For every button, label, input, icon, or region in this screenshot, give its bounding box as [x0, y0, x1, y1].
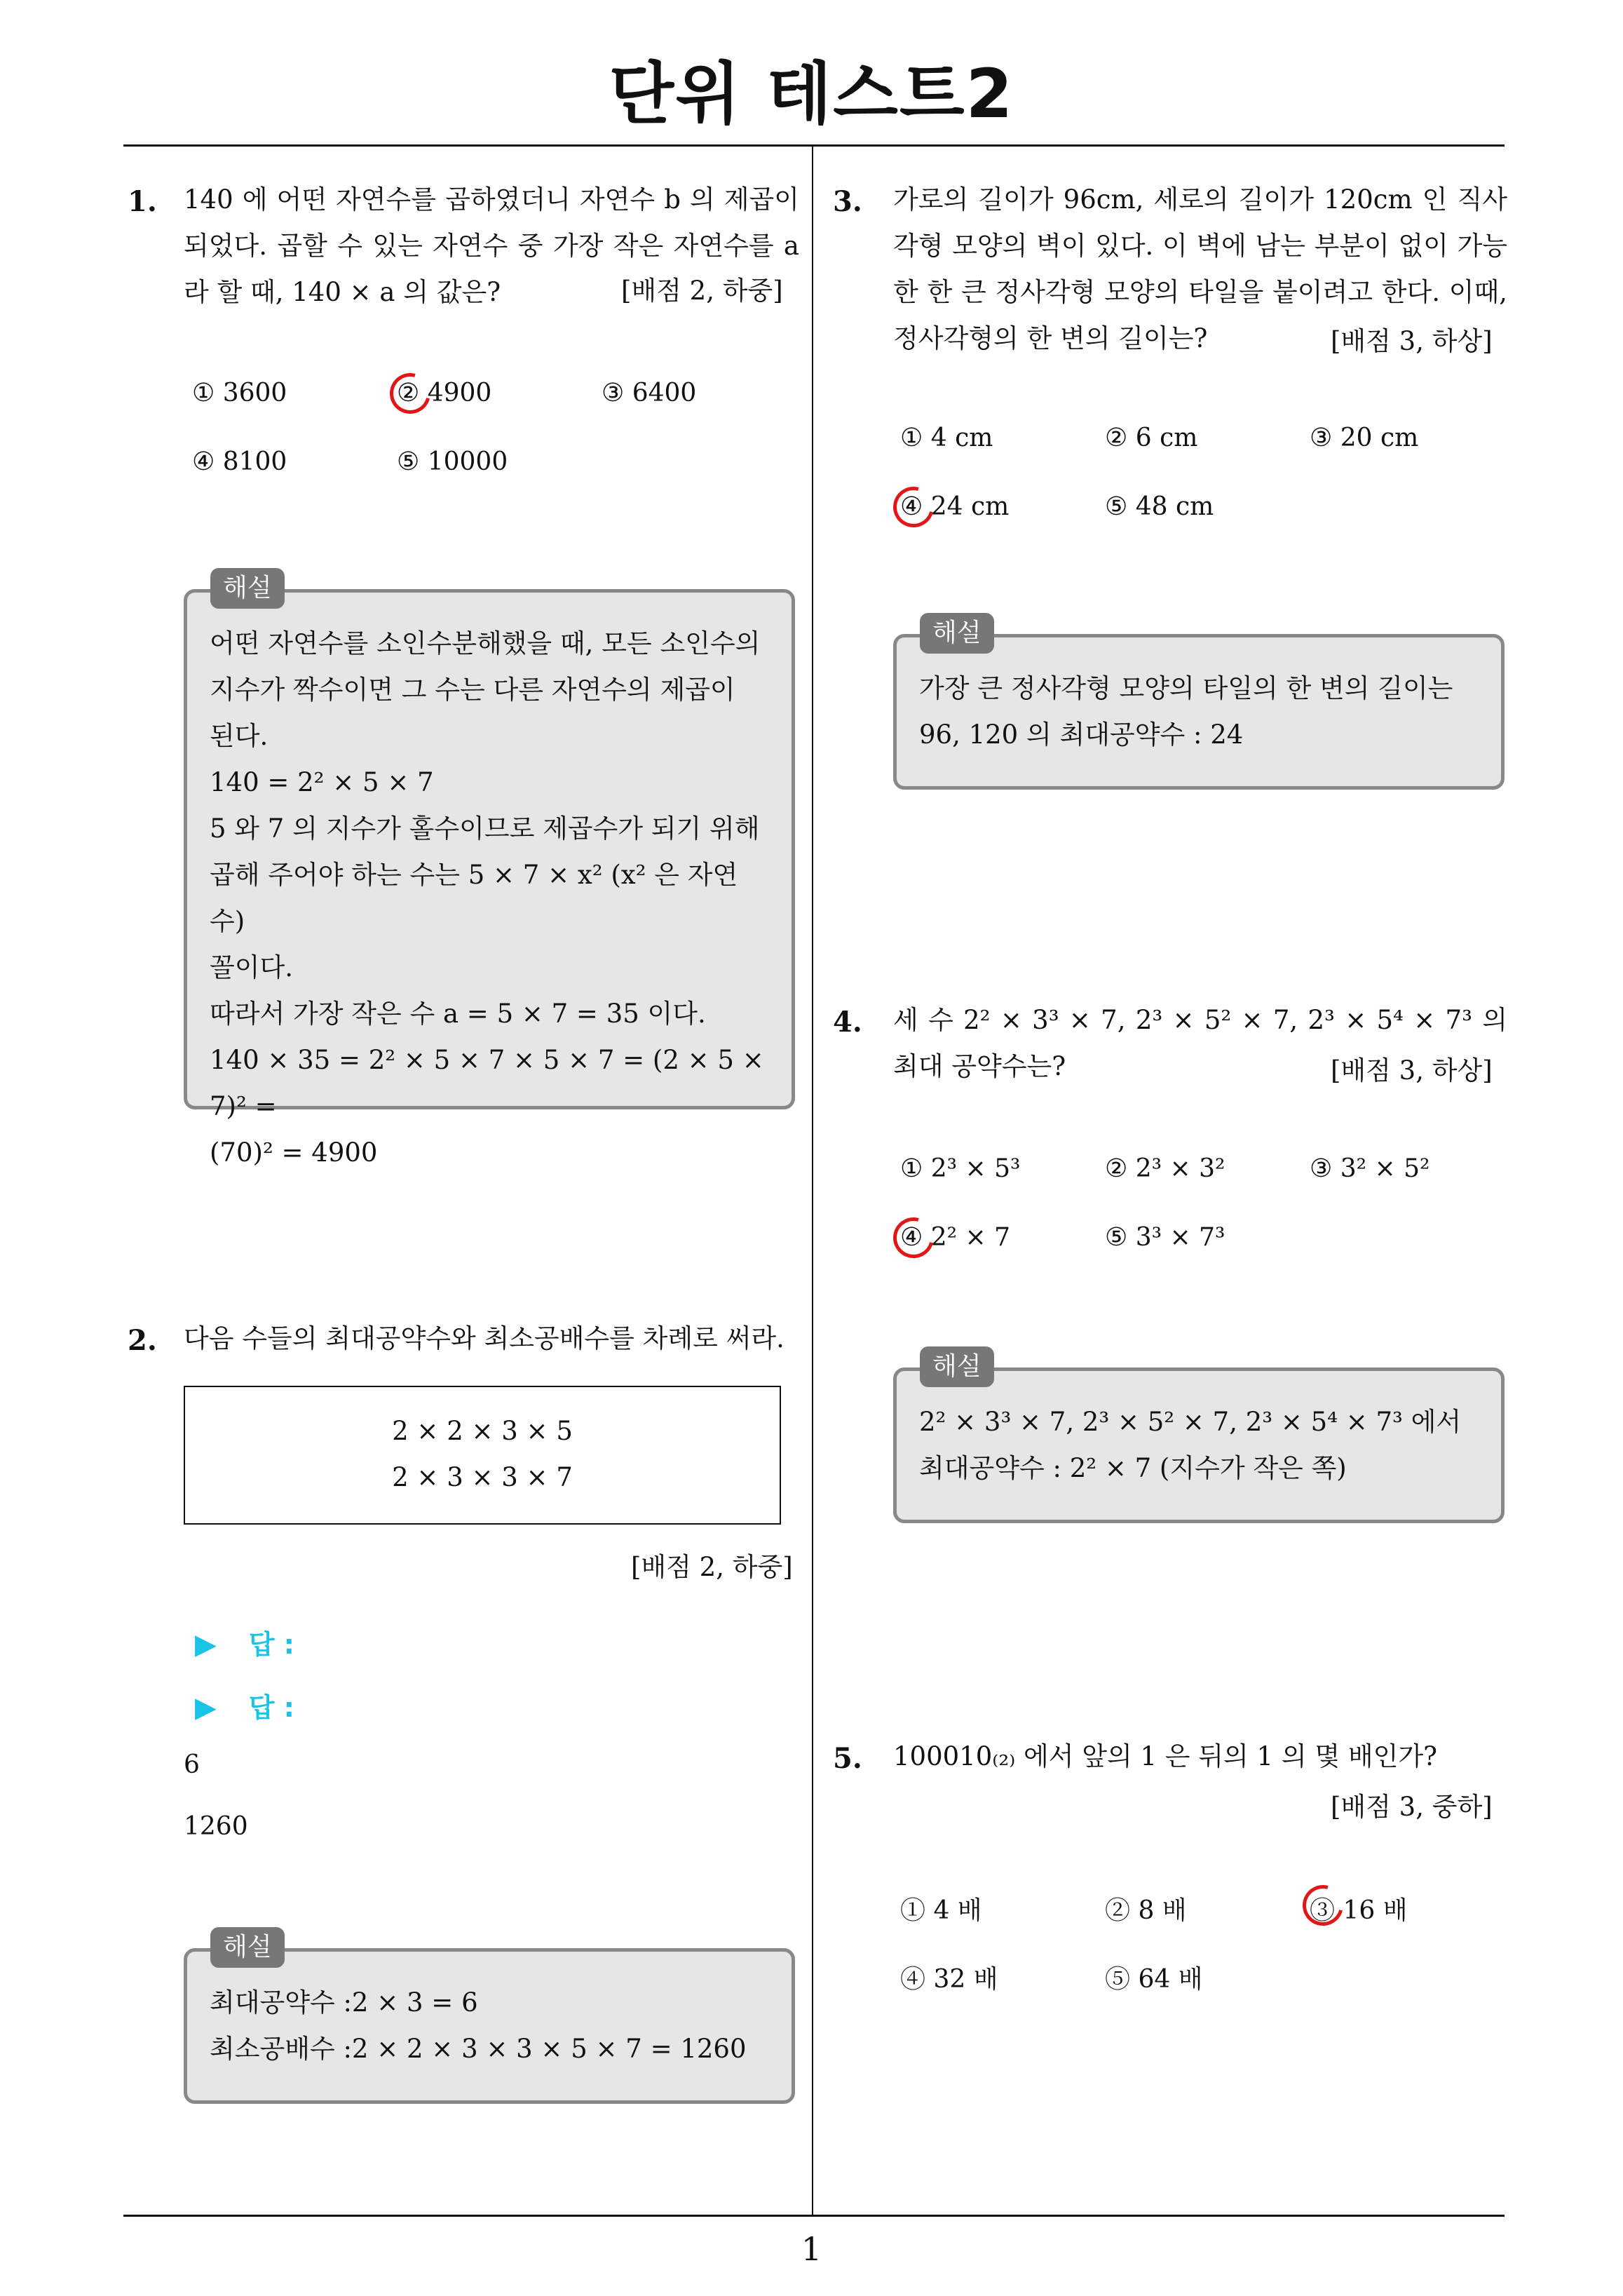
q2-answer-label-2: 답 :: [248, 1692, 294, 1723]
q5-option-1[interactable]: ① 4 배: [900, 1896, 982, 1925]
q3-option-2[interactable]: ② 6 cm: [1105, 424, 1198, 452]
q3-sol-line-2: 96, 120 의 최대공약수 : 24: [919, 720, 1244, 750]
q4-sol-line-2: 최대공약수 : 2² × 7 (지수가 작은 쪽): [919, 1453, 1347, 1483]
q2-box-line-1: 2 × 2 × 3 × 5: [392, 1416, 573, 1446]
top-rule: [123, 144, 1505, 147]
q4-number: 4.: [833, 1006, 862, 1039]
q1-sol-line-1: 어떤 자연수를 소인수분해했을 때, 모든 소인수의: [210, 628, 761, 659]
page-number: 1: [801, 2230, 822, 2268]
q2-answer-2[interactable]: [195, 1686, 294, 1724]
q3-number: 3.: [833, 185, 862, 218]
q2-answer-label-1: 답 :: [248, 1629, 294, 1660]
q1-number: 1.: [128, 185, 157, 218]
q1-text: 140 에 어떤 자연수를 곱하였더니 자연수 b 의 제곱이 되었다. 곱할 수 있는 자연수 중 가장 작은 자연수를 a 라 할 때, 140 × a 의 값은?: [184, 184, 799, 307]
q1-sol-line-5: 5 와 7 의 지수가 홀수이므로 제곱수가 되기 위해: [210, 813, 760, 844]
q1-option-4[interactable]: ④ 8100: [192, 447, 287, 476]
q4-text: 세 수 2² × 3³ × 7, 2³ × 5² × 7, 2³ × 5⁴ × 7³ 의 최대 공약수는?: [893, 1005, 1507, 1081]
q1-sol-line-4: 140 = 2² × 5 × 7: [210, 767, 434, 797]
q1-sol-line-9: 140 × 35 = 2² × 5 × 7 × 5 × 7 = (2 × 5 × 7)² =: [210, 1045, 764, 1121]
q1-solution-box: [184, 589, 795, 1168]
q5-meta: [배점 3, 중하]: [1331, 1792, 1493, 1822]
q3-option-1[interactable]: ① 4 cm: [900, 424, 993, 452]
q3-answer-mark-icon: [885, 479, 941, 534]
q2-answer-value-2: 1260: [184, 1812, 248, 1841]
q2-sol-line-2: 최소공배수 :2 × 2 × 3 × 3 × 5 × 7 = 1260: [210, 2034, 747, 2064]
q2-solution-box: [184, 1948, 795, 2104]
q4-solution-tab: 해설: [920, 1346, 994, 1387]
answer-arrow-icon: ▶: [195, 1628, 217, 1661]
q3-sol-line-1: 가장 큰 정사각형 모양의 타일의 한 변의 길이는: [919, 673, 1453, 703]
q3-option-4[interactable]: ④ 24 cm: [900, 492, 1010, 521]
q1-meta: [배점 2, 하중]: [621, 276, 783, 306]
q5-number: 5.: [833, 1742, 862, 1775]
q5-option-4[interactable]: ④ 32 배: [900, 1965, 998, 1994]
q5-option-3[interactable]: ③ 16 배: [1310, 1896, 1408, 1925]
q5-option-5[interactable]: ⑤ 64 배: [1105, 1965, 1203, 1994]
q4-option-1[interactable]: ① 2³ × 5³: [900, 1154, 1021, 1183]
q2-number: 2.: [128, 1324, 157, 1357]
q5-text: 100010₍₂₎ 에서 앞의 1 은 뒤의 1 의 몇 배인가?: [893, 1741, 1437, 1771]
q2-box-line-2: 2 × 3 × 3 × 7: [392, 1462, 573, 1492]
q1-sol-line-10: (70)² = 4900: [210, 1137, 378, 1168]
q4-sol-line-1: 2² × 3³ × 7, 2³ × 5² × 7, 2³ × 5⁴ × 7³ 에서: [919, 1407, 1462, 1437]
q3-option-5[interactable]: ⑤ 48 cm: [1105, 492, 1214, 521]
page-title: 단위 테스트2: [609, 55, 1014, 133]
q1-option-2[interactable]: ② 4900: [397, 379, 492, 407]
q4-answer-mark-icon: [885, 1210, 941, 1265]
q5-option-2[interactable]: ② 8 배: [1105, 1896, 1187, 1925]
bottom-rule: [123, 2215, 1505, 2217]
q1-sol-line-6: 곱해 주어야 하는 수는 5 × 7 × x² (x² 은 자연수): [210, 860, 738, 936]
q3-option-3[interactable]: ③ 20 cm: [1310, 424, 1419, 452]
q2-answer-1[interactable]: [195, 1623, 294, 1661]
q2-meta: [배점 2, 하중]: [631, 1552, 793, 1582]
q1-solution-tab: 해설: [210, 568, 285, 609]
q1-sol-line-8: 따라서 가장 작은 수 a = 5 × 7 = 35 이다.: [210, 999, 706, 1029]
q4-option-5[interactable]: ⑤ 3³ × 7³: [1105, 1223, 1225, 1252]
q2-solution-tab: 해설: [210, 1927, 285, 1968]
q3-text: 가로의 길이가 96cm, 세로의 길이가 120cm 인 직사각형 모양의 벽이 있다. 이 벽에 남는 부분이 없이 가능한 한 큰 정사각형 모양의 타일을 붙이려고 한다. 이때, 정사각형의 한 변의 길이는?: [893, 184, 1507, 353]
q1-option-3[interactable]: ③ 6400: [602, 379, 697, 407]
q2-number-box: [184, 1386, 781, 1525]
q3-solution-box: [893, 634, 1505, 790]
q3-solution-tab: 해설: [920, 613, 994, 654]
q1-option-5[interactable]: ⑤ 10000: [397, 447, 508, 476]
q1-sol-line-7: 꼴이다.: [210, 952, 293, 982]
q1-sol-line-3: 된다.: [210, 721, 269, 751]
q3-meta: [배점 3, 하상]: [1331, 326, 1493, 356]
column-divider: [812, 146, 813, 2215]
q4-option-4[interactable]: ④ 2² × 7: [900, 1223, 1011, 1252]
q2-answer-value-1: 6: [184, 1750, 200, 1779]
q4-solution-box: [893, 1368, 1505, 1523]
q1-option-1[interactable]: ① 3600: [192, 379, 287, 407]
q2-sol-line-1: 최대공약수 :2 × 3 = 6: [210, 1987, 478, 2018]
q1-sol-line-2: 지수가 짝수이면 그 수는 다른 자연수의 제곱이: [210, 675, 735, 705]
q4-meta: [배점 3, 하상]: [1331, 1055, 1493, 1086]
q1-answer-mark-icon: [382, 365, 437, 421]
answer-arrow-icon: ▶: [195, 1691, 217, 1724]
q4-option-3[interactable]: ③ 3² × 5²: [1310, 1154, 1430, 1183]
q2-text: 다음 수들의 최대공약수와 최소공배수를 차례로 써라.: [184, 1323, 785, 1353]
q4-option-2[interactable]: ② 2³ × 3²: [1105, 1154, 1225, 1183]
